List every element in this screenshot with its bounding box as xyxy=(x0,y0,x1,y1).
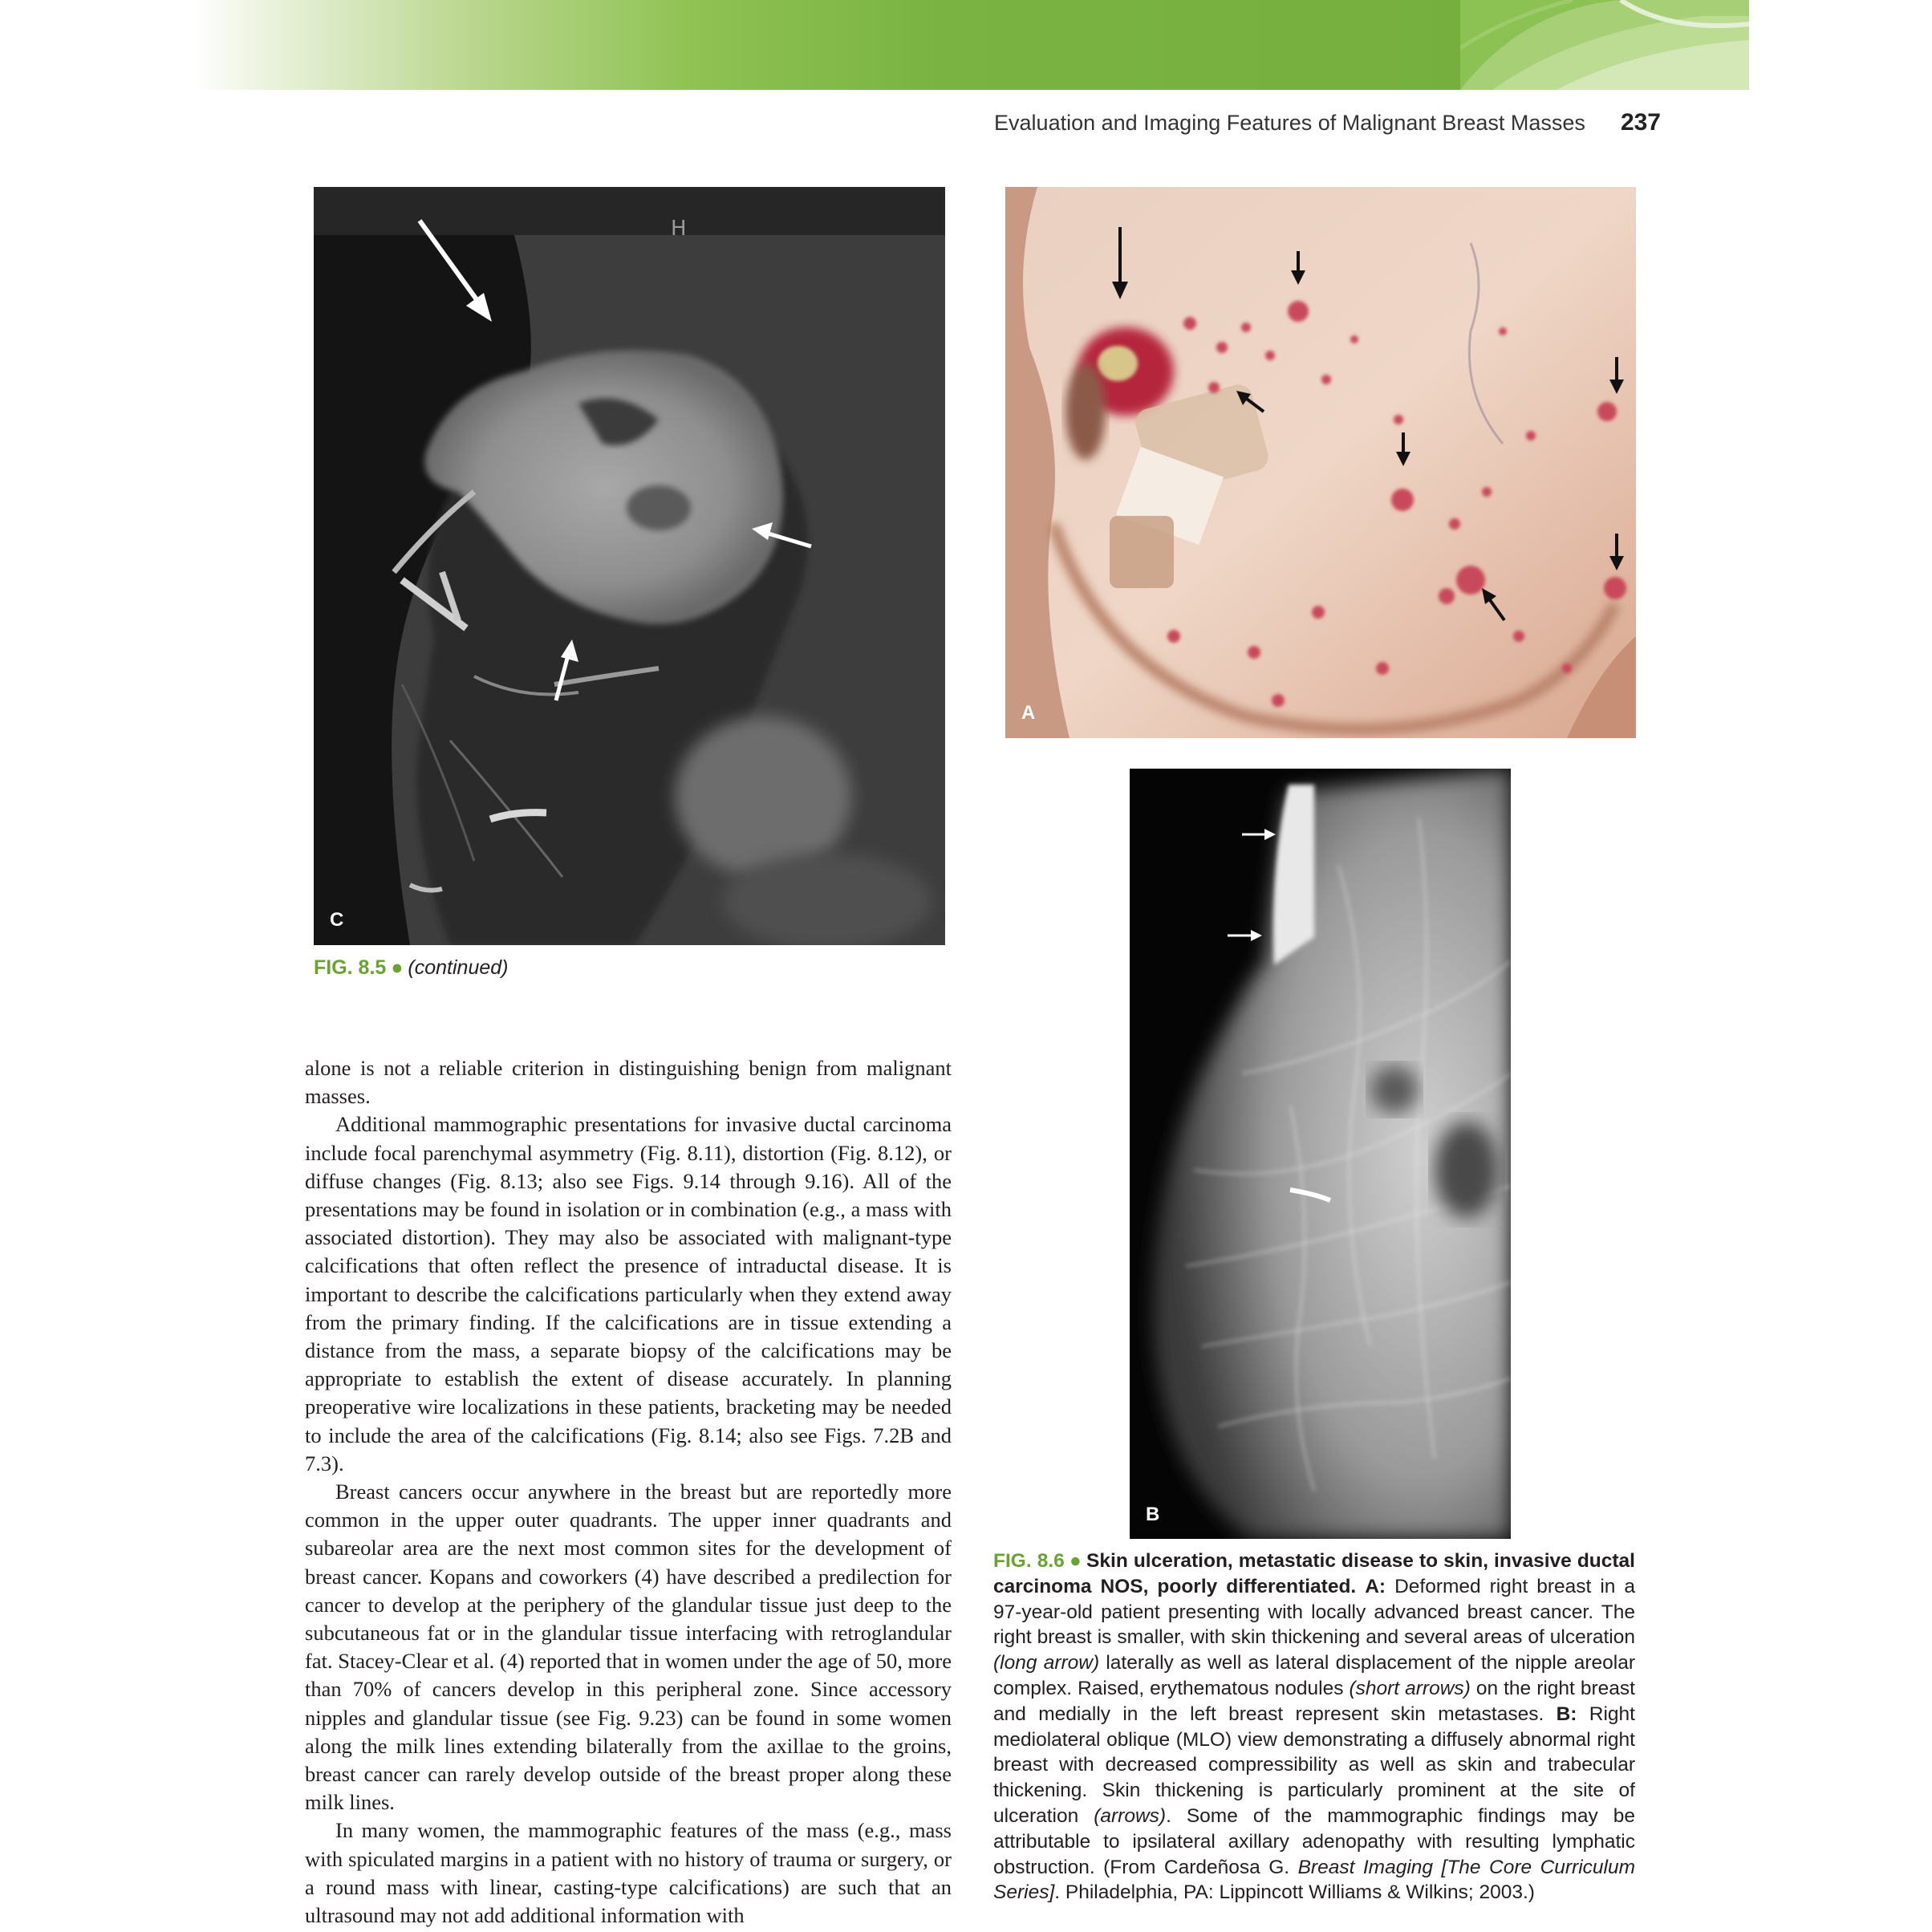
panel-a-italic: (long arrow) xyxy=(993,1652,1100,1674)
panel-label-c: C xyxy=(330,909,344,931)
mri-image xyxy=(314,187,945,945)
panel-b-italic: (arrows) xyxy=(1094,1804,1167,1827)
mammogram-image xyxy=(1130,769,1511,1539)
source-title: Breast Imaging [The Core Curriculum Series] xyxy=(993,1856,1636,1904)
panel-a-text: on the right breast and medially in the left breast represent skin metastases. xyxy=(993,1677,1635,1725)
panel-b-label: B: xyxy=(1556,1703,1577,1725)
paragraph: alone is not a reliable criterion in distinguishing benign from malignant masses. xyxy=(305,1056,952,1109)
clinical-photo xyxy=(1005,187,1636,738)
panel-label-a: A xyxy=(1021,702,1036,724)
figure-number: FIG. 8.5 xyxy=(314,956,387,979)
figure-8-6-a-photo xyxy=(1005,187,1636,738)
bullet-icon: ● xyxy=(391,956,404,979)
paragraph: Additional mammographic presentations for invasive ductal carcinoma include focal parenchymal asymmetry (Fig. 8.11), distortion (Fig. 8.12), or diffuse changes (Fig. 8.13; also see Figs. 9.14 through 9.16). All of the presentations may be found in isolation or in combination (e.g., a mass with associated distortion). They may also be associated with malignant-type calcifications that often reflect the presence of intraductal disease. It is important to describe the calcifications particularly when they extend away from the primary finding. If the calcifications are in tissue extending a distance from the mass, a separate biopsy of the calcifications may be appropriate to establish the extent of disease accurately. In planning preoperative wire localizations in these patients, bracketing may be needed to include the area of the calcifications (Fig. 8.14; also see Figs. 7.2B and 7.3). xyxy=(305,1112,952,1475)
header-band xyxy=(193,0,1749,90)
body-text-column xyxy=(305,1054,952,1930)
panel-a-italic: (short arrows) xyxy=(1349,1677,1471,1699)
bullet-icon: ● xyxy=(1069,1550,1082,1572)
paragraph: Breast cancers occur anywhere in the breast but are reportedly more common in the upper outer quadrants. The upper inner quadrants and subareolar area are the next most common sites for the development of breast cancer. Kopans and coworkers (4) have described a predilection for cancer to develop at the periphery of the glandular tissue just deep to the subcutaneous fat or in the glandular tissue interfacing with retroglandular fat. Stacey-Clear et al. (4) reported that in women under the age of 50, more than 70% of cancers develop in this peripheral zone. Since accessory nipples and glandular tissue (see Fig. 9.23) can be found in some women along the milk lines extending bilaterally from the axillae to the groins, breast cancer can rarely develop outside of the breast proper along these milk lines. xyxy=(305,1479,952,1815)
panel-a-text: Deformed right breast in a 97-year-old patient presenting with locally advanced breast cancer. The right breast is smaller, with skin thickening and several areas of ulceration xyxy=(993,1575,1636,1649)
decorative-leaf-graphic xyxy=(1460,0,1749,90)
figure-8-5-c-mri xyxy=(314,187,945,945)
figure-8-6-caption xyxy=(993,1548,1635,1906)
scanner-orientation-mark: H xyxy=(671,217,687,241)
figure-8-5-caption xyxy=(314,956,509,980)
caption-title: Skin ulceration, metastatic disease to skin, invasive ductal carcinoma NOS, poorly differentiated. xyxy=(993,1550,1635,1597)
running-title: Evaluation and Imaging Features of Malignant Breast Masses xyxy=(994,111,1585,135)
figure-8-6-b-mammogram xyxy=(1130,769,1511,1539)
panel-a-text: laterally as well as lateral displacement of the nipple areolar complex. Raised, erythematous nodules xyxy=(993,1652,1635,1699)
page-number: 237 xyxy=(1620,109,1661,136)
panel-b-text: . Some of the mammographic findings may be attributable to ipsilateral axillary adenopathy with resulting lymphatic obstruction. (From Cardeñosa G. xyxy=(993,1804,1635,1878)
caption-text: (continued) xyxy=(408,956,509,979)
panel-label-b: B xyxy=(1146,1504,1160,1525)
source-end: . Philadelphia, PA: Lippincott Williams & Wilkins; 2003.) xyxy=(1054,1881,1535,1904)
figure-number: FIG. 8.6 xyxy=(993,1550,1065,1572)
panel-a-label: A: xyxy=(1365,1575,1386,1597)
paragraph: In many women, the mammographic features of the mass (e.g., mass with spiculated margins in a patient with no history of trauma or surgery, or a round mass with linear, casting-type calcifications) are such that an ultrasound may not add additional information with xyxy=(305,1818,952,1928)
running-head xyxy=(994,109,1661,136)
panel-b-text: Right mediolateral oblique (MLO) view demonstrating a diffusely abnormal right breast with decreased compressibility as well as skin and trabecular thickening. Skin thickening is particularly prominent at the site of ulceration xyxy=(993,1703,1635,1827)
